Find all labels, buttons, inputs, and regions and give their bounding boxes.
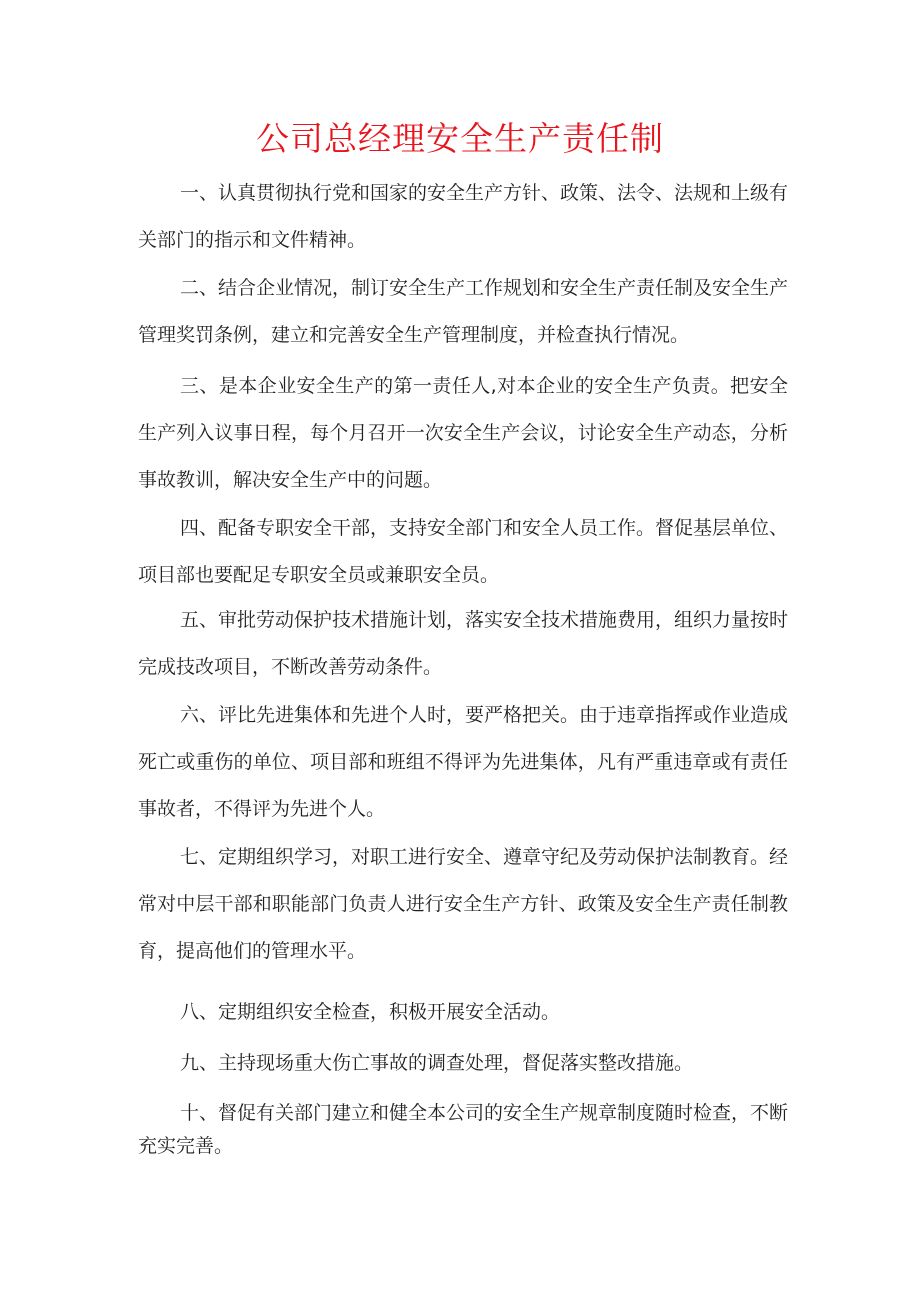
paragraph-10: 十、督促有关部门建立和健全本公司的安全生产规章制度随时检查，不断充实完善。 (138, 1102, 789, 1157)
paragraph-8: 八、定期组织安全检查，积极开展安全活动。 (180, 1001, 561, 1023)
paragraph-1: 一、认真贯彻执行党和国家的安全生产方针、政策、法令、法规和上级有关部门的指示和文件精神。 (138, 182, 789, 251)
paragraph-3: 三、是本企业安全生产的第一责任人,对本企业的安全生产负责。把安全生产列入议事日程，每个月召开一次安全生产会议，讨论安全生产动态，分析事故教训，解决安全生产中的问题。 (138, 375, 788, 491)
paragraph-4: 四、配备专职安全干部，支持安全部门和安全人员工作。督促基层单位、项目部也要配足专职安全员或兼职安全员。 (138, 517, 789, 586)
paragraph-6: 六、评比先进集体和先进个人时，要严格把关。由于违章指挥或作业造成死亡或重伤的单位、项目部和班组不得评为先进集体，凡有严重违章或有责任事故者，不得评为先进个人。 (138, 704, 789, 820)
paragraph-9: 九、主持现场重大伤亡事故的调查处理，督促落实整改措施。 (180, 1052, 694, 1074)
paragraph-5: 五、审批劳动保护技术措施计划，落实安全技术措施费用，组织力量按时完成技改项目，不断改善劳动条件。 (138, 609, 789, 678)
paragraph-7: 七、定期组织学习，对职工进行安全、遵章守纪及劳动保护法制教育。经常对中层干部和职能部门负责人进行安全生产方针、政策及安全生产责任制教育，提高他们的管理水平。 (138, 846, 789, 962)
document-title: 公司总经理安全生产责任制 (256, 119, 664, 158)
paragraph-2: 二、结合企业情况，制订安全生产工作规划和安全生产责任制及安全生产管理奖罚条例，建立和完善安全生产管理制度，并检查执行情况。 (138, 277, 789, 346)
